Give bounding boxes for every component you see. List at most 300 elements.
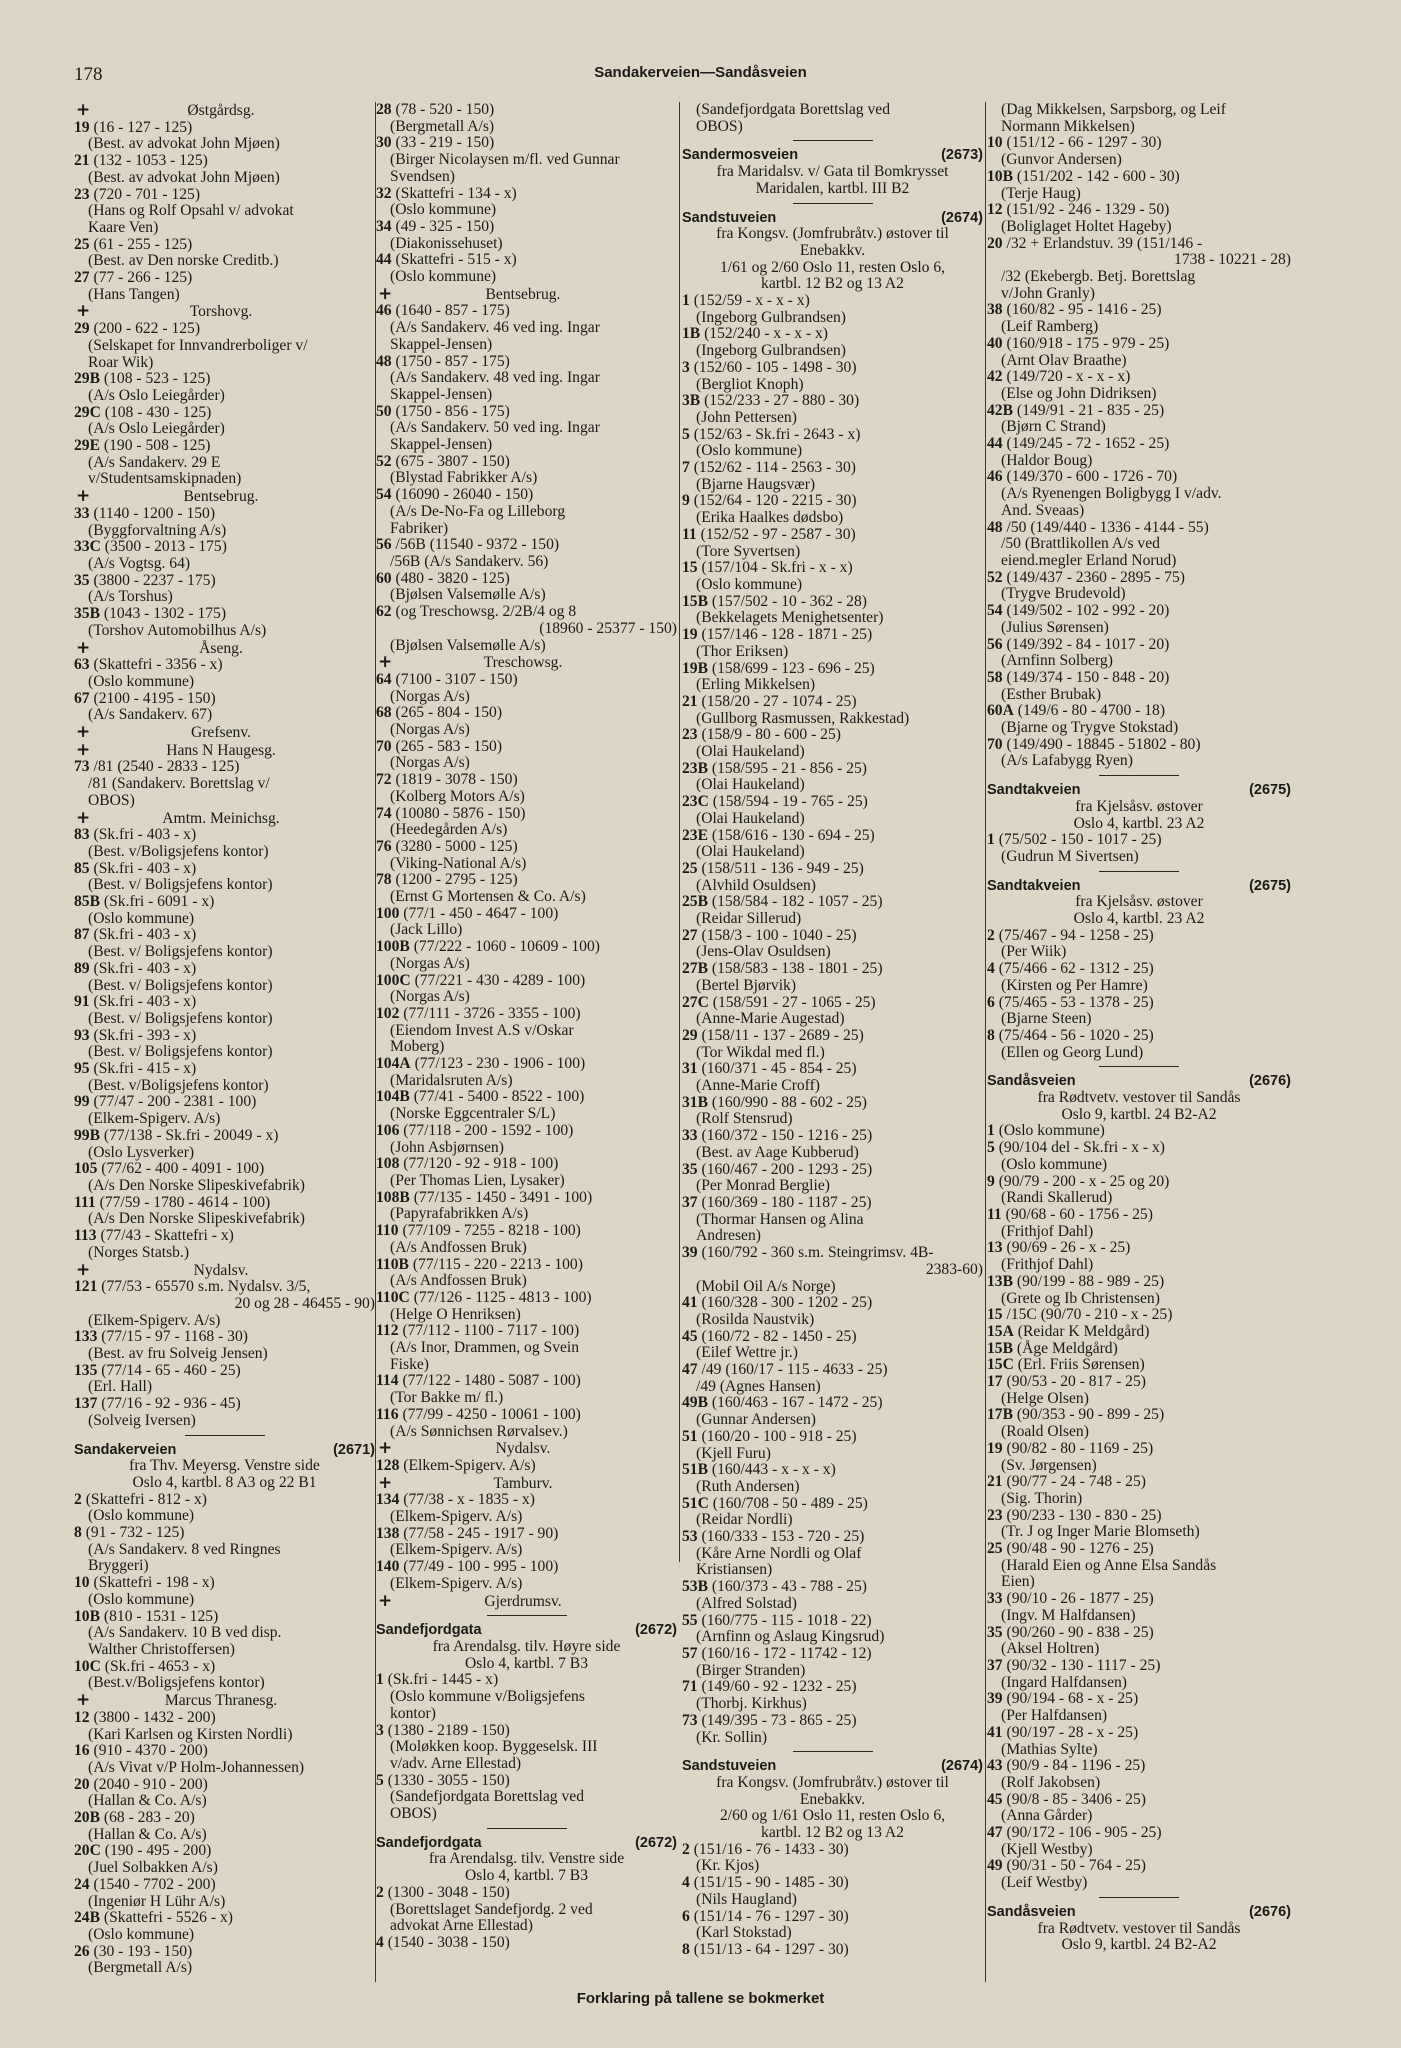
owner-line: v/adv. Arne Ellestad) bbox=[390, 1754, 522, 1772]
entry-details: (151/16 - 76 - 1433 - 30) bbox=[693, 1840, 849, 1858]
entry-details: (158/20 - 27 - 1074 - 25) bbox=[701, 692, 857, 710]
entry-details: (77/15 - 97 - 1168 - 30) bbox=[101, 1328, 248, 1346]
entry-details: (160/82 - 95 - 1416 - 25) bbox=[1006, 301, 1162, 319]
entry-details: (160/775 - 115 - 1018 - 22) bbox=[701, 1611, 872, 1629]
house-number: 55 bbox=[682, 1611, 698, 1629]
house-number: 64 bbox=[376, 670, 392, 688]
house-number: 31B bbox=[682, 1093, 708, 1111]
street-description: 2/60 og 1/61 Oslo 11, resten Oslo 6, bbox=[719, 1807, 946, 1825]
column-3 bbox=[682, 102, 983, 1982]
address-entry bbox=[682, 1613, 983, 1630]
address-entry bbox=[74, 1061, 375, 1078]
entry-details: (157/104 - Sk.fri - x - x) bbox=[701, 559, 853, 577]
house-number: 56 bbox=[376, 536, 392, 554]
column-divider bbox=[985, 102, 986, 1982]
owner-line: (Oslo kommune) bbox=[390, 268, 497, 286]
entry-details: (3280 - 5000 - 125) bbox=[395, 837, 518, 855]
entry-details: (Sk.fri - 403 - x) bbox=[93, 993, 197, 1011]
entry-details: (160/371 - 45 - 854 - 25) bbox=[701, 1060, 857, 1078]
house-number: 53B bbox=[682, 1578, 708, 1596]
street-description: fra Kongsv. (Jomfrubråtv.) østover til bbox=[716, 225, 949, 243]
owner-line: (Per Wiik) bbox=[1001, 943, 1067, 961]
address-entry bbox=[987, 1691, 1291, 1708]
cross-street-icon: + bbox=[76, 637, 91, 658]
address-entry bbox=[74, 759, 375, 776]
entry-details: (61 - 255 - 125) bbox=[93, 235, 193, 253]
owner-line: (Ingv. M Halfdansen) bbox=[1001, 1606, 1136, 1624]
cross-street-name: Gjerdrumsv. bbox=[484, 1592, 562, 1610]
house-number: 4 bbox=[682, 1874, 690, 1892]
address-entry bbox=[376, 1672, 677, 1689]
house-number: 15 bbox=[682, 559, 698, 577]
section-divider bbox=[793, 203, 873, 204]
house-number: 72 bbox=[376, 771, 392, 789]
street-description: Maridalen, kartbl. III B2 bbox=[755, 179, 910, 197]
house-number: 70 bbox=[376, 737, 392, 755]
entry-details: (90/82 - 80 - 1169 - 25) bbox=[1006, 1439, 1154, 1457]
owner-line: Skappel-Jensen) bbox=[390, 335, 493, 353]
house-number: 35B bbox=[74, 605, 100, 623]
cross-street bbox=[376, 1440, 677, 1458]
owner-line: (Bergliot Knoph) bbox=[696, 375, 804, 393]
owner-line: Svendsen) bbox=[390, 167, 455, 185]
address-entry bbox=[376, 219, 677, 236]
address-entry bbox=[376, 487, 677, 504]
address-entry bbox=[376, 135, 677, 152]
address-entry bbox=[987, 961, 1291, 978]
house-number: 9 bbox=[987, 1172, 995, 1190]
address-entry bbox=[987, 336, 1291, 353]
owner-line: (A/s Oslo Leiegårder) bbox=[88, 386, 225, 404]
house-number: 12 bbox=[987, 201, 1003, 219]
house-number: 27C bbox=[682, 993, 709, 1011]
house-number: 2 bbox=[74, 1490, 82, 1508]
address-entry bbox=[987, 1758, 1291, 1775]
entry-details: (190 - 495 - 200) bbox=[104, 1842, 212, 1860]
street-heading bbox=[987, 1904, 1291, 1921]
entry-details: (Sk.fri - 393 - x) bbox=[93, 1026, 197, 1044]
owner-line: (Ernst G Mortensen & Co. A/s) bbox=[390, 888, 586, 906]
house-number: 20 bbox=[987, 234, 1003, 252]
street-heading bbox=[682, 210, 983, 227]
owner-line: (Ingeniør H Lühr A/s) bbox=[88, 1892, 226, 1910]
entry-details: (Skattefri - 134 - x) bbox=[395, 184, 517, 202]
address-entry bbox=[74, 994, 375, 1011]
address-entry bbox=[682, 1429, 983, 1446]
house-number: 108B bbox=[376, 1188, 410, 1206]
house-number: 4 bbox=[376, 1933, 384, 1951]
cross-street bbox=[74, 724, 375, 742]
owner-line: OBOS) bbox=[696, 117, 743, 135]
entry-details: (90/48 - 90 - 1276 - 25) bbox=[1006, 1540, 1154, 1558]
street-description: fra Thv. Meyersg. Venstre side bbox=[129, 1457, 320, 1475]
house-number: 114 bbox=[376, 1372, 399, 1390]
entry-details: (Reidar K Meldgård) bbox=[1017, 1322, 1150, 1340]
street-heading bbox=[682, 147, 983, 164]
entry-details: (158/616 - 130 - 694 - 25) bbox=[711, 826, 875, 844]
house-number: 110B bbox=[376, 1255, 409, 1273]
owner-line: (Oslo kommune) bbox=[390, 201, 497, 219]
address-entry bbox=[376, 806, 677, 823]
address-entry bbox=[682, 995, 983, 1012]
owner-line: (Helge O Henriksen) bbox=[390, 1305, 521, 1323]
address-entry bbox=[987, 520, 1291, 537]
owner-line: (A/s Ryenengen Boligbygg I v/adv. bbox=[1001, 485, 1222, 503]
address-entry bbox=[987, 1541, 1291, 1558]
house-number: 5 bbox=[376, 1771, 384, 1789]
address-entry bbox=[987, 1174, 1291, 1191]
entry-details: (1540 - 3038 - 150) bbox=[387, 1933, 510, 1951]
owner-line: (A/s Sandakerv. 8 ved Ringnes bbox=[88, 1540, 281, 1558]
house-number: 5 bbox=[682, 425, 690, 443]
address-entry bbox=[376, 705, 677, 722]
cross-street-name: Marcus Thranesg. bbox=[164, 1692, 278, 1710]
entry-details: (33 - 219 - 150) bbox=[395, 134, 495, 152]
entry-details: (77/62 - 400 - 4091 - 100) bbox=[101, 1160, 265, 1178]
address-entry bbox=[987, 1240, 1291, 1257]
house-number: 8 bbox=[987, 1026, 995, 1044]
section-divider bbox=[1099, 1066, 1179, 1067]
owner-line: (A/s Lafabygg Ryen) bbox=[1001, 752, 1133, 770]
entry-details: (77/222 - 1060 - 10609 - 100) bbox=[413, 938, 600, 956]
address-entry bbox=[376, 1323, 677, 1340]
entry-details: /49 (160/17 - 115 - 4633 - 25) bbox=[701, 1361, 888, 1379]
owner-line: Roar Wik) bbox=[88, 353, 154, 371]
owner-line: (Bergmetall A/s) bbox=[88, 1959, 193, 1977]
entry-details: (68 - 283 - 20) bbox=[103, 1809, 195, 1827]
owner-line: (Per Thomas Lien, Lysaker) bbox=[390, 1172, 565, 1189]
house-number: 140 bbox=[376, 1558, 400, 1576]
owner-line: (A/s Sandakerv. 48 ved ing. Ingar bbox=[390, 369, 600, 387]
owner-line: (A/s Sandakerv. 67) bbox=[88, 706, 213, 724]
house-number: 29 bbox=[74, 320, 90, 338]
house-number: 24B bbox=[74, 1909, 100, 1927]
address-entry bbox=[682, 627, 983, 644]
owner-line: (Norgas A/s) bbox=[390, 954, 470, 972]
address-entry bbox=[682, 493, 983, 510]
house-number: 113 bbox=[74, 1227, 97, 1245]
house-number: 38 bbox=[987, 301, 1003, 319]
entry-details: (90/77 - 24 - 748 - 25) bbox=[1006, 1473, 1146, 1491]
address-entry bbox=[74, 1161, 375, 1178]
owner-line: (A/s Sandakerv. 10 B ved disp. bbox=[88, 1624, 282, 1642]
house-number: 54 bbox=[376, 486, 392, 504]
owner-line: (Aksel Holtren) bbox=[1001, 1640, 1100, 1658]
address-entry bbox=[987, 1324, 1291, 1341]
entry-details: (1640 - 857 - 175) bbox=[395, 302, 510, 320]
owner-line: (Tor Wikdal med fl.) bbox=[696, 1043, 825, 1061]
house-number: 85B bbox=[74, 893, 100, 911]
entry-details: (Sk.fri - 415 - x) bbox=[93, 1060, 197, 1078]
running-header: Sandakerveien—Sandåsveien bbox=[594, 64, 807, 81]
owner-line: (Gunnar Andersen) bbox=[696, 1411, 816, 1429]
street-code: (2676) bbox=[1249, 1903, 1291, 1920]
street-description: Oslo 4, kartbl. 23 A2 bbox=[1073, 814, 1205, 832]
entry-details: (149/502 - 102 - 992 - 20) bbox=[1006, 602, 1170, 620]
owner-line: Kaare Ven) bbox=[88, 218, 159, 236]
entry-continuation: 2383-60) bbox=[925, 1260, 983, 1278]
address-entry bbox=[74, 961, 375, 978]
entry-details: (Skattefri - 5526 - x) bbox=[103, 1909, 233, 1927]
address-entry bbox=[987, 1341, 1291, 1358]
address-entry bbox=[74, 120, 375, 137]
address-entry bbox=[682, 1942, 983, 1959]
owner-line: (Nils Haugland) bbox=[696, 1890, 797, 1908]
street-code: (2674) bbox=[941, 209, 983, 226]
owner-line: (A/s De-No-Fa og Lilleborg bbox=[390, 502, 566, 520]
entry-details: (30 - 193 - 150) bbox=[93, 1942, 193, 1960]
entry-details: (149/374 - 150 - 848 - 20) bbox=[1006, 668, 1170, 686]
house-number: 2 bbox=[987, 926, 995, 944]
address-entry bbox=[74, 405, 375, 422]
owner-line: Skappel-Jensen) bbox=[390, 436, 493, 454]
cross-street-name: Hans N Haugesg. bbox=[166, 741, 276, 759]
house-number: 52 bbox=[987, 568, 1003, 586]
address-entry bbox=[682, 661, 983, 678]
owner-line: (Best. av fru Solveig Jensen) bbox=[88, 1345, 268, 1363]
entry-details: (149/437 - 2360 - 2895 - 75) bbox=[1006, 568, 1185, 586]
address-entry bbox=[376, 1056, 677, 1073]
entry-details: (200 - 622 - 125) bbox=[93, 320, 201, 338]
house-number: 102 bbox=[376, 1004, 400, 1022]
owner-line: (Hans og Rolf Opsahl v/ advokat bbox=[88, 202, 294, 220]
house-number: 73 bbox=[74, 758, 90, 776]
address-entry bbox=[376, 102, 677, 119]
entry-details: (16090 - 26040 - 150) bbox=[395, 486, 534, 504]
entry-details: (160/443 - x - x - x) bbox=[711, 1461, 836, 1479]
house-number: 1 bbox=[376, 1671, 384, 1689]
column-divider bbox=[679, 102, 680, 1562]
entry-details: (160/990 - 88 - 602 - 25) bbox=[711, 1093, 867, 1111]
house-number: 7 bbox=[682, 459, 690, 477]
entry-details: (75/464 - 56 - 1020 - 25) bbox=[998, 1026, 1154, 1044]
street-description: Oslo 4, kartbl. 23 A2 bbox=[1073, 910, 1205, 928]
house-number: 49 bbox=[987, 1857, 1003, 1875]
address-entry bbox=[74, 270, 375, 287]
address-entry bbox=[74, 1363, 375, 1380]
entry-details: (49 - 325 - 150) bbox=[395, 217, 495, 235]
address-entry bbox=[376, 1223, 677, 1240]
owner-line: (Borettslaget Sandefjordg. 2 ved bbox=[390, 1900, 593, 1918]
entry-details: (Sk.fri - 403 - x) bbox=[93, 826, 197, 844]
address-entry bbox=[376, 672, 677, 689]
entry-details: (90/68 - 60 - 1756 - 25) bbox=[1005, 1206, 1153, 1223]
entry-details: (90/353 - 90 - 899 - 25) bbox=[1016, 1406, 1165, 1424]
house-number: 51C bbox=[682, 1494, 709, 1512]
address-entry bbox=[74, 371, 375, 388]
entry-details: (160/16 - 172 - 11742 - 12) bbox=[701, 1644, 872, 1662]
owner-line: (Arnfinn og Aslaug Kingsrud) bbox=[696, 1628, 885, 1646]
owner-line: (Sandefjordgata Borettslag ved bbox=[696, 102, 890, 118]
house-number: 13 bbox=[987, 1239, 1003, 1257]
owner-line: Fiske) bbox=[390, 1355, 429, 1373]
owner-line: (Reidar Sillerud) bbox=[696, 910, 802, 928]
address-entry bbox=[987, 1207, 1291, 1224]
entry-details: (151/13 - 64 - 1297 - 30) bbox=[693, 1940, 849, 1958]
house-number: 85 bbox=[74, 859, 90, 877]
house-number: 58 bbox=[987, 668, 1003, 686]
owner-line: (A/s Torshus) bbox=[88, 588, 173, 606]
address-entry bbox=[987, 1357, 1291, 1374]
owner-line: (Leif Westby) bbox=[1001, 1874, 1088, 1892]
owner-line: (Elkem-Spigerv. A/s) bbox=[88, 1311, 221, 1329]
address-entry bbox=[987, 135, 1291, 152]
house-number: 74 bbox=[376, 804, 392, 822]
owner-line: (Best. av advokat John Mjøen) bbox=[88, 135, 280, 153]
house-number: 3 bbox=[376, 1721, 384, 1739]
house-number: 56 bbox=[987, 635, 1003, 653]
house-number: 25 bbox=[987, 1540, 1003, 1558]
address-entry bbox=[376, 1123, 677, 1140]
address-entry bbox=[376, 404, 677, 421]
address-entry bbox=[682, 360, 983, 377]
cross-street bbox=[376, 1472, 677, 1493]
entry-details: (158/595 - 21 - 856 - 25) bbox=[711, 759, 867, 777]
entry-details: (149/720 - x - x - x) bbox=[1006, 368, 1131, 386]
house-number: 52 bbox=[376, 452, 392, 470]
address-entry bbox=[682, 1529, 983, 1546]
cross-street bbox=[74, 488, 375, 506]
owner-line: eiend.megler Erland Norud) bbox=[1001, 551, 1177, 569]
address-entry bbox=[682, 1195, 983, 1212]
house-number: 35 bbox=[74, 571, 90, 589]
owner-line: (A/s Vogtsg. 64) bbox=[88, 554, 191, 572]
house-number: 10C bbox=[74, 1657, 101, 1675]
owner-line: (Harald Eien og Anne Elsa Sandås bbox=[1001, 1556, 1217, 1574]
owner-line: (Tor Bakke m/ fl.) bbox=[390, 1389, 504, 1407]
owner-line: (Arnfinn Solberg) bbox=[1001, 652, 1113, 670]
entry-details: (75/465 - 53 - 1378 - 25) bbox=[998, 993, 1154, 1011]
street-description: fra Kjelsåsv. østover bbox=[1075, 797, 1203, 815]
section-divider bbox=[793, 140, 873, 141]
house-number: 87 bbox=[74, 926, 90, 944]
owner-line: /50 (Brattlikollen A/s ved bbox=[1001, 535, 1160, 553]
address-entry bbox=[74, 1492, 375, 1509]
street-code: (2675) bbox=[1249, 782, 1291, 799]
address-entry bbox=[376, 1492, 677, 1509]
address-entry bbox=[74, 1128, 375, 1145]
house-number: 83 bbox=[74, 826, 90, 844]
owner-line: (Best.v/Boligsjefens kontor) bbox=[88, 1674, 265, 1692]
cross-street bbox=[74, 807, 375, 828]
entry-details: (152/64 - 120 - 2215 - 30) bbox=[693, 492, 857, 510]
owner-line: Andresen) bbox=[696, 1227, 761, 1245]
house-number: 23C bbox=[682, 793, 709, 811]
entry-details: (77/112 - 1100 - 7117 - 100) bbox=[402, 1322, 580, 1340]
owner-line: (Bjørn C Strand) bbox=[1001, 418, 1106, 436]
address-entry bbox=[376, 303, 677, 320]
street-description: 1/61 og 2/60 Oslo 11, resten Oslo 6, bbox=[719, 258, 946, 276]
address-entry bbox=[682, 1579, 983, 1596]
house-number: 26 bbox=[74, 1942, 90, 1960]
address-entry bbox=[987, 369, 1291, 386]
entry-details: (3800 - 1432 - 200) bbox=[93, 1708, 216, 1726]
owner-line: (Hans Tangen) bbox=[88, 285, 180, 303]
owner-line: (Diakonissehuset) bbox=[390, 234, 503, 252]
street-description: kartbl. 12 B2 og 13 A2 bbox=[761, 275, 904, 293]
entry-details: /81 (2540 - 2833 - 125) bbox=[93, 758, 240, 776]
entry-details: (77/221 - 430 - 4289 - 100) bbox=[414, 971, 586, 989]
house-number: 93 bbox=[74, 1026, 90, 1044]
house-number: 24 bbox=[74, 1875, 90, 1893]
entry-details: (90/8 - 85 - 3406 - 25) bbox=[1006, 1790, 1146, 1808]
address-entry bbox=[987, 469, 1291, 486]
house-number: 25B bbox=[682, 893, 708, 911]
owner-line: (Solveig Iversen) bbox=[88, 1411, 196, 1429]
entry-details: (1043 - 1302 - 175) bbox=[103, 605, 227, 623]
entry-details: (149/245 - 72 - 1652 - 25) bbox=[1006, 435, 1170, 453]
street-description: fra Kongsv. (Jomfrubråtv.) østover til bbox=[716, 1773, 949, 1791]
entry-details: (75/467 - 94 - 1258 - 25) bbox=[998, 926, 1154, 944]
owner-line: (Jack Lillo) bbox=[390, 921, 463, 939]
house-number: 57 bbox=[682, 1644, 698, 1662]
owner-line: (A/s Oslo Leiegårder) bbox=[88, 420, 225, 438]
address-entry bbox=[682, 1875, 983, 1892]
entry-details: (1330 - 3055 - 150) bbox=[387, 1771, 510, 1789]
house-number: 8 bbox=[682, 1940, 690, 1958]
address-entry bbox=[376, 1407, 677, 1424]
house-number: 100 bbox=[376, 904, 400, 922]
entry-details: (7100 - 3107 - 150) bbox=[395, 670, 518, 688]
address-entry bbox=[682, 1496, 983, 1513]
address-entry bbox=[74, 1396, 375, 1413]
cross-street bbox=[74, 739, 375, 760]
owner-line: (Sandefjordgata Borettslag ved bbox=[390, 1788, 584, 1806]
section-divider bbox=[1099, 775, 1179, 776]
owner-line: Normann Mikkelsen) bbox=[1001, 117, 1135, 135]
cross-street-icon: + bbox=[76, 486, 91, 507]
house-number: 17 bbox=[987, 1373, 1003, 1391]
owner-line: (A/s Sønnichsen Rørvalsev.) bbox=[390, 1422, 568, 1440]
house-number: 29 bbox=[682, 1026, 698, 1044]
entry-details: /32 + Erlandstuv. 39 (151/146 - bbox=[1006, 234, 1203, 252]
house-number: 27 bbox=[74, 269, 90, 287]
entry-details: (90/31 - 50 - 764 - 25) bbox=[1006, 1857, 1146, 1875]
address-entry bbox=[682, 1095, 983, 1112]
cross-street-name: Bentsebrug. bbox=[183, 488, 259, 506]
house-number: 116 bbox=[376, 1405, 399, 1423]
house-number: 42 bbox=[987, 368, 1003, 386]
entry-details: (108 - 430 - 125) bbox=[104, 403, 212, 421]
house-number: 128 bbox=[376, 1456, 400, 1474]
address-entry bbox=[74, 1525, 375, 1542]
house-number: 5 bbox=[987, 1139, 995, 1157]
house-number: 23B bbox=[682, 759, 708, 777]
address-entry bbox=[74, 1810, 375, 1827]
entry-details: (160/72 - 82 - 1450 - 25) bbox=[701, 1327, 857, 1345]
owner-line: (Ingard Halfdansen) bbox=[1001, 1673, 1127, 1691]
owner-line: /81 (Sandakerv. Borettslag v/ bbox=[88, 775, 270, 793]
house-number: 100C bbox=[376, 971, 411, 989]
street-description: fra Arendalsg. tilv. Venstre side bbox=[428, 1850, 625, 1868]
owner-line: (Elkem-Spigerv. A/s) bbox=[390, 1574, 523, 1592]
address-entry bbox=[682, 293, 983, 310]
owner-line: (Karl Stokstad) bbox=[696, 1924, 792, 1942]
entry-details: (Skattefri - 812 - x) bbox=[85, 1490, 207, 1508]
owner-line: (Grete og Ib Christensen) bbox=[1001, 1289, 1160, 1307]
house-number: 6 bbox=[682, 1907, 690, 1925]
owner-line: (Rolf Stensrud) bbox=[696, 1110, 793, 1128]
owner-line: (Bjarne Steen) bbox=[1001, 1010, 1092, 1028]
entry-details: (Erl. Friis Sørensen) bbox=[1017, 1356, 1145, 1374]
cross-street-name: Østgårdsg. bbox=[187, 102, 255, 119]
address-entry bbox=[74, 1609, 375, 1626]
entry-details: (77/120 - 92 - 918 - 100) bbox=[403, 1155, 559, 1173]
address-entry bbox=[376, 1290, 677, 1307]
column-1 bbox=[74, 102, 375, 1982]
entry-details: (77/58 - 245 - 1917 - 90) bbox=[403, 1524, 559, 1542]
owner-line: (Kari Karlsen og Kirsten Nordli) bbox=[88, 1725, 293, 1743]
